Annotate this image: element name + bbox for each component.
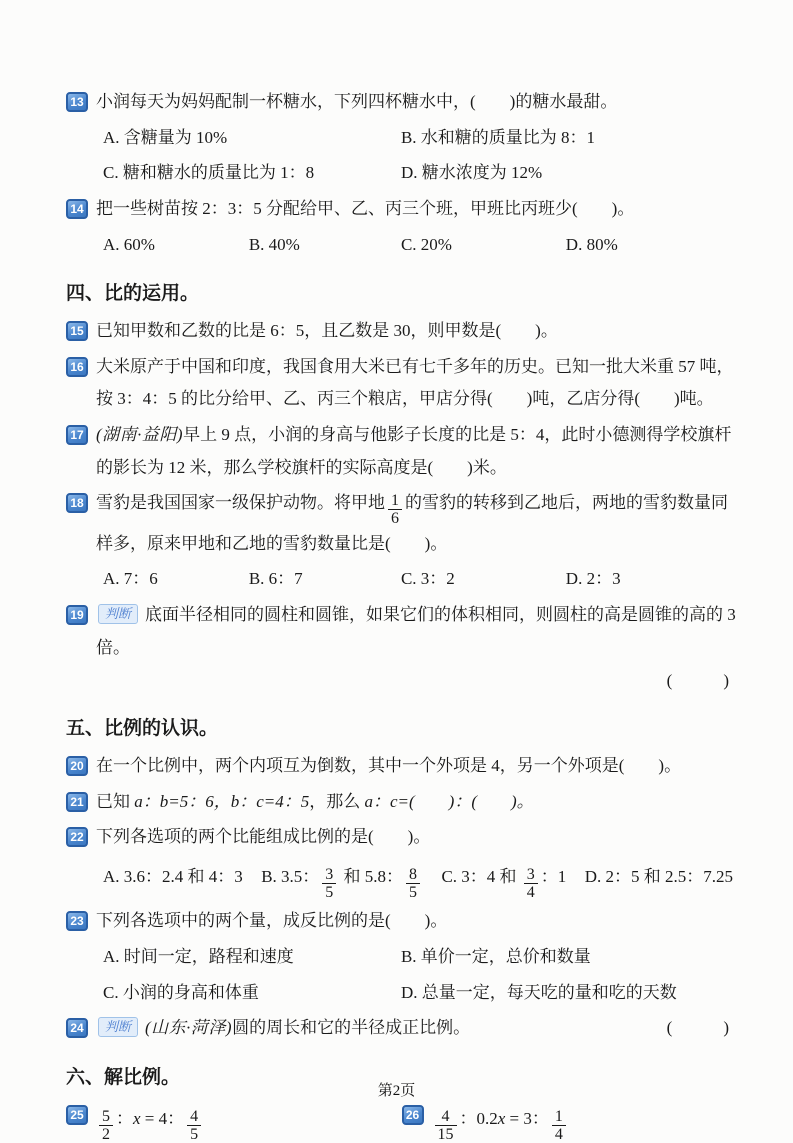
question-18 [66,487,737,560]
section-heading-4: 四、比的运用。 [66,283,200,305]
option-c-part2: ：1 [540,866,567,886]
question-text: 下列各选项中的两个量，成反比例的是( )。 [96,911,448,931]
question-22-options [66,857,737,901]
question-number-badge: 15 [66,321,88,341]
fraction [187,1108,201,1143]
question-text-body: 圆的周长和它的半径成正比例。 [232,1018,471,1038]
option-b: B. 水和糖的质量比为 8：1 [400,127,596,147]
question-23-options-row2 [66,977,737,1010]
question-22 [66,821,737,854]
question-text [96,786,737,819]
option-d: D. 2：5 和 2.5：7.25 [584,866,733,886]
judge-badge: 判断 [98,604,138,624]
question-23 [66,905,737,938]
question-19-answer-blank: ( ) [666,671,729,691]
question-text-part1: 雪豹是我国国家一级保护动物。将甲地 [96,493,385,513]
fraction-denominator: 5 [187,1125,201,1143]
question-26 [402,1099,738,1143]
question-text-part2: ，那么 [309,791,365,811]
question-text-part2: 的雪豹的转移到乙地后，两地的雪豹数量同样多，原来甲地和乙地的雪豹数量比是( )。 [96,493,728,553]
question-20 [66,750,737,783]
math-expression: a：b=5：6，b：c=4：5 [134,791,310,811]
option-d: D. 2：3 [565,569,621,589]
option-c: C. 小润的身高和体重 [103,982,259,1002]
fraction-denominator: 15 [435,1125,457,1143]
question-number-badge: 17 [66,425,88,445]
question-text [96,599,737,664]
equation-part1: ： [116,1108,133,1128]
option-c: C. 20% [400,234,452,254]
fraction-numerator: 5 [102,1107,110,1125]
question-13-options-row1 [66,122,737,155]
math-expression: a：c=( )：( )。 [364,791,534,811]
option-c: C. 3：2 [400,569,455,589]
fraction-denominator: 6 [388,509,402,527]
question-17 [66,419,737,484]
equation [96,1099,204,1143]
question-number-badge: 18 [66,493,88,513]
fraction-numerator: 8 [409,865,418,883]
fraction-numerator: 4 [190,1107,199,1125]
question-19 [66,599,737,664]
judge-badge: 判断 [98,1017,138,1037]
question-number-badge: 24 [66,1018,88,1038]
option-c [441,857,566,901]
option-d: D. 80% [565,234,618,254]
option-d: D. 总量一定，每天吃的量和吃的天数 [400,982,677,1002]
question-number-badge: 13 [66,92,88,112]
fraction-numerator: 4 [441,1107,450,1125]
fraction-denominator: 5 [406,883,420,901]
fraction [406,866,420,902]
question-24-left [96,1012,667,1045]
region-tag: (山东·菏泽) [145,1018,233,1038]
question-text-body: 底面半径相同的圆柱和圆锥，如果它们的体积相同，则圆柱的高是圆锥的高的 3 倍。 [96,604,736,657]
option-d: D. 糖水浓度为 12% [400,163,543,183]
question-number-badge: 19 [66,605,88,625]
fraction [99,1108,113,1143]
question-13-options-row2 [66,157,737,190]
fraction [524,866,538,902]
question-number-badge: 25 [66,1105,88,1125]
variable-x: x [133,1108,141,1128]
question-number-badge: 21 [66,792,88,812]
question-14 [66,193,737,226]
option-a: A. 7：6 [103,569,158,589]
section-heading-6: 六、解比例。 [66,1066,181,1088]
solve-proportion-row [66,1099,737,1143]
question-text: 大米原产于中国和印度，我国食用大米已有七千多年的历史。已知一批大米重 57 吨，按 3：4：5 的比分给甲、乙、丙三个粮店，甲店分得( )吨，乙店分得( )吨。 [96,356,734,409]
question-text: 把一些树苗按 2：3：5 分配给甲、乙、丙三个班，甲班比丙班少( )。 [96,198,635,218]
fraction-denominator: 5 [322,883,336,901]
question-text: 下列各选项的两个比能组成比例的是( )。 [96,827,431,847]
question-18-options [66,563,737,596]
option-b [261,857,423,901]
question-text: 已知甲数和乙数的比是 6：5，且乙数是 30，则甲数是( )。 [96,321,558,341]
equation-part1: ：0.2 [459,1108,498,1128]
fraction-denominator: 4 [524,883,538,901]
fraction [435,1108,457,1143]
region-tag: (湖南·益阳) [96,425,184,444]
fraction-numerator: 3 [325,865,334,883]
option-b: B. 6：7 [248,569,303,589]
fraction [388,492,402,528]
question-number-badge: 23 [66,911,88,931]
question-text-part1: 已知 [96,791,135,811]
question-text-body: 早上 9 点，小润的身高与他影子长度的比是 5：4，此时小德测得学校旗杆的影长为 12 米，那么学校旗杆的实际高度是( )米。 [96,425,732,477]
page-number: 第2页 [377,1083,416,1099]
option-a: A. 60% [103,234,155,254]
question-text [96,1012,737,1045]
question-number-badge: 26 [402,1105,424,1125]
question-number-badge: 16 [66,357,88,377]
section-heading-5: 五、比例的认识。 [66,718,219,740]
question-24-answer-blank: ( ) [666,1018,729,1038]
question-25 [66,1099,402,1143]
variable-x: x [497,1108,506,1128]
option-b: B. 40% [248,234,300,254]
question-text: 小润每天为妈妈配制一杯糖水，下列四杯糖水中，( )的糖水最甜。 [96,92,618,111]
option-b-part1: B. 3.5： [261,866,320,886]
fraction-numerator: 3 [526,865,535,883]
fraction-denominator: 2 [99,1125,113,1143]
question-14-options [66,229,737,262]
question-21 [66,786,737,819]
option-a: A. 3.6：2.4 和 4：3 [103,866,243,886]
question-text [96,419,737,484]
question-number-badge: 14 [66,199,88,219]
equation-part2: = 3： [505,1108,549,1128]
option-a: A. 时间一定，路程和速度 [103,947,294,967]
option-b: B. 单价一定，总价和数量 [400,947,591,967]
question-13 [66,86,737,119]
question-24 [66,1012,737,1045]
question-text: 在一个比例中，两个内项互为倒数，其中一个外项是 4，另一个外项是( )。 [96,756,682,776]
question-15 [66,315,737,348]
question-text [96,487,737,560]
fraction-numerator: 1 [554,1107,563,1125]
fraction-denominator: 4 [552,1125,566,1143]
equation-part2: = 4： [140,1108,185,1128]
question-number-badge: 22 [66,827,88,847]
fraction [322,866,336,902]
fraction-numerator: 1 [391,492,399,510]
question-number-badge: 20 [66,756,88,776]
question-16 [66,351,737,416]
fraction [552,1108,566,1143]
option-c-part1: C. 3：4 和 [441,866,521,886]
option-a: A. 含糖量为 10% [103,127,228,147]
question-23-options-row1 [66,941,737,974]
option-c: C. 糖和糖水的质量比为 1：8 [103,163,315,183]
option-b-part2: 和 5.8： [339,866,404,886]
equation [432,1099,569,1143]
